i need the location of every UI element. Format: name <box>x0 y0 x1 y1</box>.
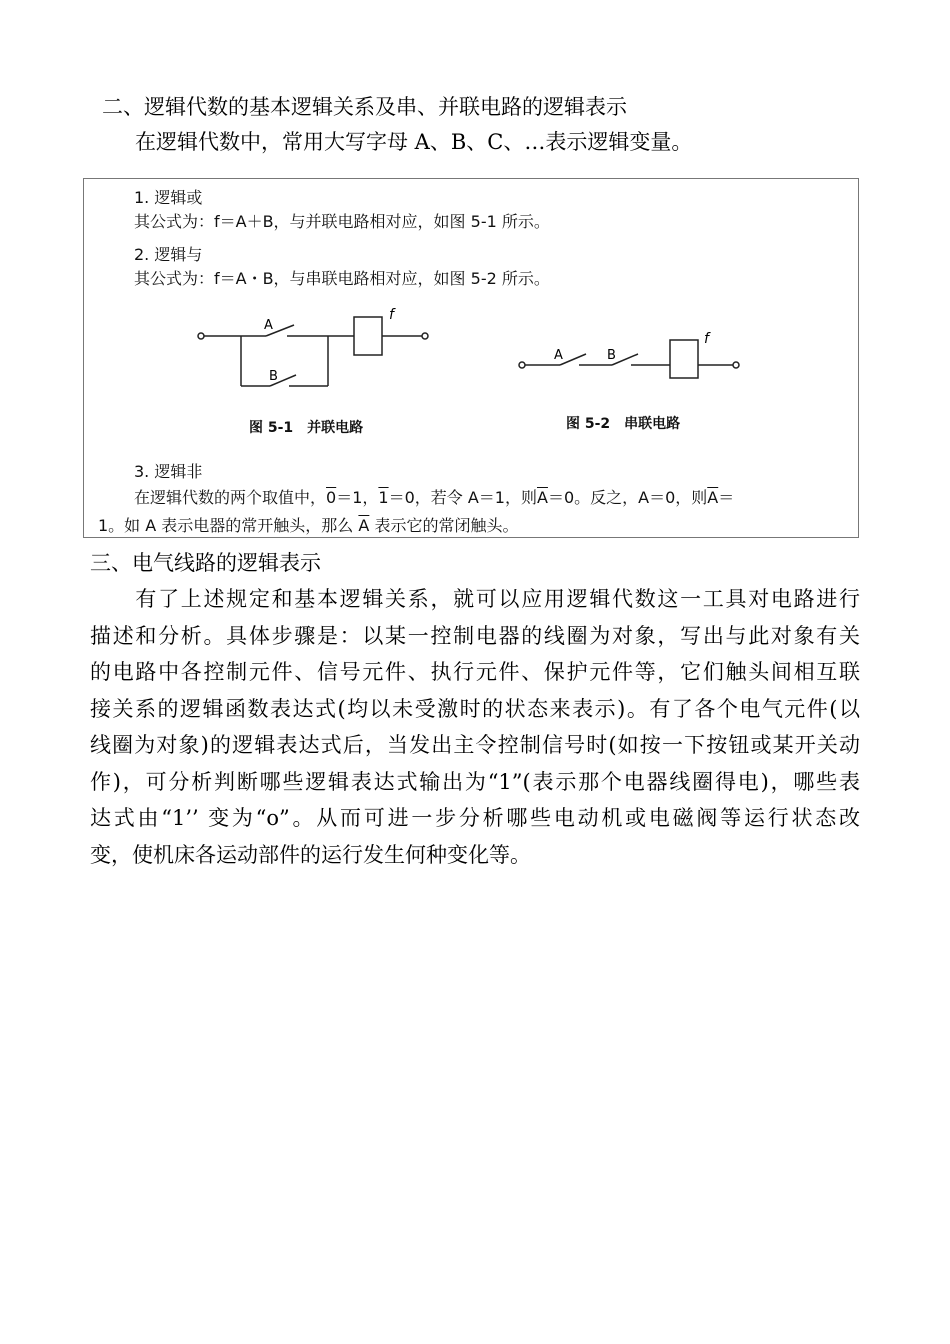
item3-line2 <box>98 513 518 536</box>
fig2-caption: 图 5-2 串联电路 <box>566 416 681 432</box>
a-bar: $\overline{A}$ <box>358 516 370 535</box>
item3-line1-part-c: ＝0，若令 A＝1，则 <box>388 488 537 507</box>
section2-heading: 二、逻辑代数的基本逻辑关系及串、并联电路的逻辑表示 <box>102 95 627 119</box>
fig2-label-f: f <box>704 331 709 347</box>
item3-line1 <box>134 485 734 508</box>
item1-title: 1. 逻辑或 <box>134 188 203 207</box>
item3-line2-part-a: 1。如 A 表示电器的常开触头，那么 <box>98 516 354 535</box>
item3-line1-part-e: ＝ <box>718 488 735 507</box>
series-circuit-diagram <box>512 329 752 379</box>
section2-intro: 在逻辑代数中，常用大写字母 A、B、C、…表示逻辑变量。 <box>135 130 693 154</box>
body-line: 接关系的逻辑函数表达式(均以未受激时的状态来表示)。有了各个电气元件(以 <box>90 696 860 721</box>
body-line: 有了上述规定和基本逻辑关系，就可以应用逻辑代数这一工具对电路进行 <box>90 587 860 611</box>
body-line: 变，使机床各运动部件的运行发生何种变化等。 <box>90 842 531 867</box>
item3-line1-part-d: ＝0。反之，A＝0，则 <box>547 488 708 507</box>
fig1-caption: 图 5-1 并联电路 <box>249 420 364 436</box>
item1-formula: 其公式为：f＝A＋B，与并联电路相对应，如图 5-1 所示。 <box>134 212 550 231</box>
section3-heading: 三、电气线路的逻辑表示 <box>90 551 321 575</box>
item3-line1-part-b: ＝1， <box>336 488 379 507</box>
fig1-label-a: A <box>264 318 273 333</box>
body-line: 达式由“1’’ 变为“o”。从而可进一步分析哪些电动机或电磁阀等运行状态改 <box>90 806 860 830</box>
section3-body <box>90 581 860 873</box>
fig2-label-b: B <box>607 348 616 363</box>
item2-title: 2. 逻辑与 <box>134 245 203 264</box>
one-bar: 1 <box>378 488 389 507</box>
scanned-textbook-excerpt <box>83 178 859 538</box>
item3-title: 3. 逻辑非 <box>134 462 203 481</box>
fig1-label-f: f <box>389 307 394 323</box>
fig2-label-a: A <box>554 348 563 363</box>
item3-line1-part-a: 在逻辑代数的两个取值中， <box>134 488 327 507</box>
zero-bar: 0 <box>326 488 337 507</box>
body-line: 的电路中各控制元件、信号元件、执行元件、保护元件等，它们触头间相互联 <box>90 660 860 684</box>
fig1-label-b: B <box>269 369 278 384</box>
body-line: 作)，可分析判断哪些逻辑表达式输出为“1”(表示那个电器线圈得电)，哪些表 <box>90 769 860 794</box>
item2-formula: 其公式为：f＝A・B，与串联电路相对应，如图 5-2 所示。 <box>134 269 550 288</box>
a-bar: $\overline{A}$ <box>536 488 548 507</box>
body-line: 描述和分析。具体步骤是：以某一控制电器的线圈为对象，写出与此对象有关 <box>90 623 860 648</box>
body-line: 线圈为对象)的逻辑表达式后，当发出主令控制信号时(如按一下按钮或某开关动 <box>90 733 860 757</box>
parallel-circuit-diagram <box>184 303 444 393</box>
item3-line2-part-b: 表示它的常闭触头。 <box>374 516 519 535</box>
a-bar: $\overline{A}$ <box>707 488 719 507</box>
